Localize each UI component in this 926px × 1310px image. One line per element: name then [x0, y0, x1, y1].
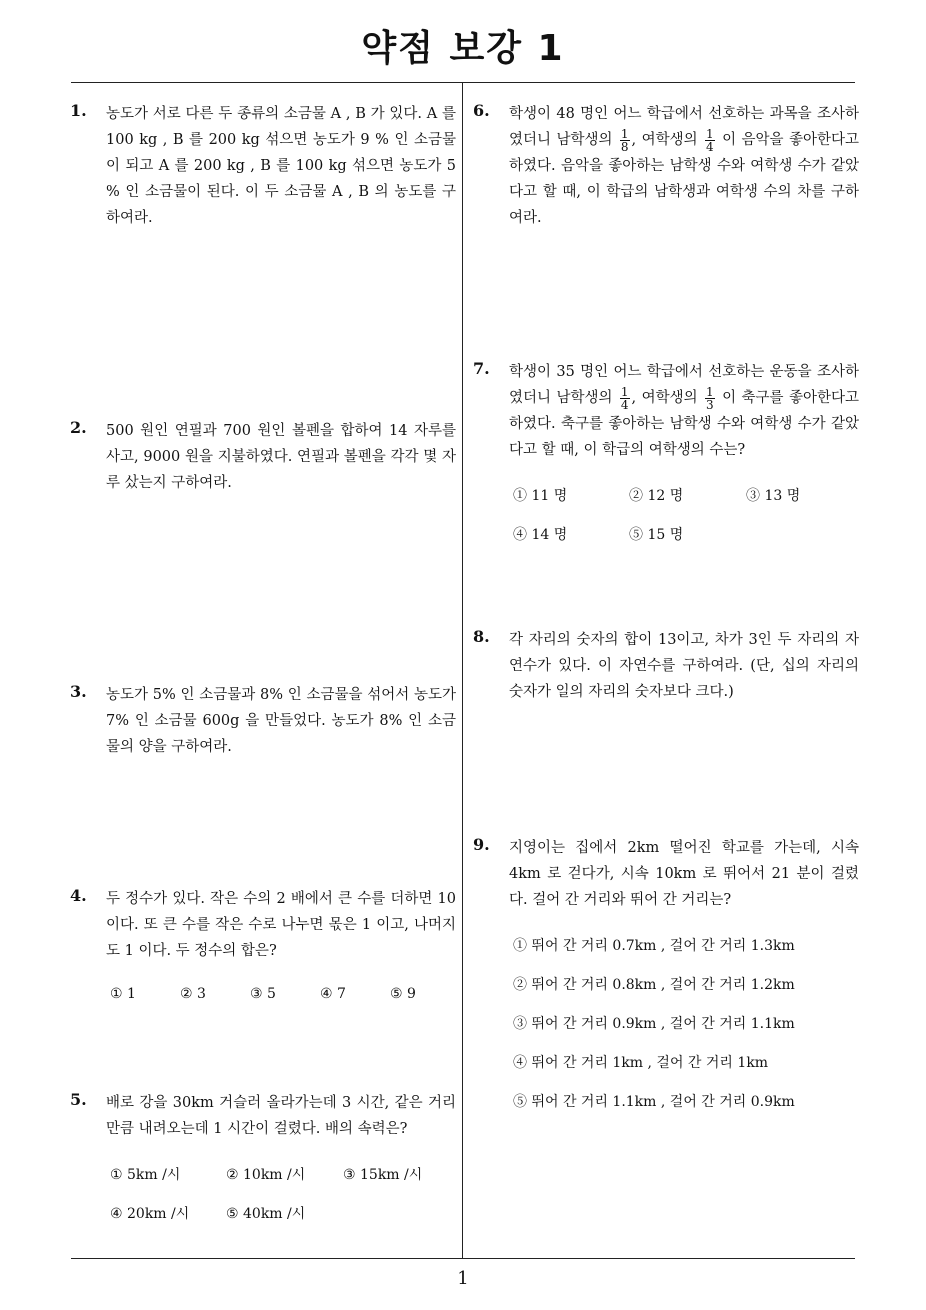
choice-2[interactable]: ② 3 — [180, 986, 206, 1002]
problem-number: 1. — [70, 101, 87, 120]
text-part: 이 음악을 좋아한다고 하였다. 음악을 좋아하는 남학생 수와 여학생 수가 같았다고 할 때, 이 학급의 남학생과 여학생 수의 차를 구하여라. — [509, 132, 859, 226]
problem-number: 3. — [70, 682, 87, 701]
problem-text: 농도가 5% 인 소금물과 8% 인 소금물을 섞어서 농도가 7% 인 소금물 600g 을 만들었다. 농도가 8% 인 소금물의 양을 구하여라. — [106, 687, 456, 755]
text-part: , 여학생의 — [631, 390, 698, 406]
fraction — [705, 128, 715, 153]
problem-text — [509, 359, 859, 463]
fraction — [620, 128, 630, 153]
choice-3[interactable]: ③ 5 — [250, 986, 276, 1002]
choice-1[interactable]: ① 뛰어 간 거리 0.7km , 걸어 간 거리 1.3km — [513, 938, 795, 954]
problem-text: 지영이는 집에서 2km 떨어진 학교를 가는데, 시속 4km 로 걷다가, 시속 10km 로 뛰어서 21 분이 걸렸다. 걸어 간 거리와 뛰어 간 거리는? — [509, 840, 859, 908]
choice-2[interactable]: ② 뛰어 간 거리 0.8km , 걸어 간 거리 1.2km — [513, 977, 795, 993]
choice-list — [106, 1203, 456, 1243]
page-number: 1 — [457, 1268, 469, 1289]
problem-4 — [70, 886, 456, 1026]
problem-1 — [70, 101, 456, 231]
denominator: 3 — [706, 397, 714, 412]
problem-number: 2. — [70, 418, 87, 437]
text-part: , 여학생의 — [631, 132, 698, 148]
choice-3[interactable]: ③ 13 명 — [746, 488, 801, 504]
problem-number: 9. — [473, 835, 490, 854]
choice-4[interactable]: ④ 뛰어 간 거리 1km , 걸어 간 거리 1km — [513, 1055, 769, 1071]
choice-5[interactable]: ⑤ 뛰어 간 거리 1.1km , 걸어 간 거리 0.9km — [513, 1094, 795, 1110]
problem-text: 배로 강을 30km 거슬러 올라가는데 3 시간, 같은 거리만큼 내려오는데 1 시간이 걸렸다. 배의 속력은? — [106, 1095, 456, 1137]
problem-number: 7. — [473, 359, 490, 378]
problem-number: 4. — [70, 886, 87, 905]
problem-6 — [473, 101, 859, 231]
page-title: 약점 보강 1 — [361, 28, 565, 69]
problem-number: 5. — [70, 1090, 87, 1109]
text-part: 이 축구를 좋아한다고 하였다. 축구를 좋아하는 남학생 수와 여학생 수가 같았다고 할 때, 이 학급의 여학생의 수는? — [509, 390, 859, 458]
problem-text: 500 원인 연필과 700 원인 볼펜을 합하여 14 자루를 사고, 9000 원을 지불하였다. 연필과 볼펜을 각각 몇 자루 샀는지 구하여라. — [106, 423, 456, 491]
choice-2[interactable]: ② 12 명 — [629, 488, 684, 504]
choice-list — [509, 485, 859, 525]
numerator: 1 — [620, 126, 629, 141]
denominator: 8 — [620, 139, 629, 154]
problem-text — [509, 101, 859, 231]
header-rule — [71, 82, 855, 83]
choice-5[interactable]: ⑤ 40km /시 — [226, 1206, 306, 1222]
problem-2 — [70, 418, 456, 496]
choice-1[interactable]: ① 11 명 — [513, 488, 568, 504]
choice-4[interactable]: ④ 20km /시 — [110, 1206, 190, 1222]
numerator: 1 — [706, 384, 714, 399]
choice-5[interactable]: ⑤ 15 명 — [629, 527, 684, 543]
footer-rule — [71, 1258, 855, 1259]
choice-4[interactable]: ④ 14 명 — [513, 527, 568, 543]
problem-text: 두 정수가 있다. 작은 수의 2 배에서 큰 수를 더하면 10 이다. 또 큰 수를 작은 수로 나누면 몫은 1 이고, 나머지도 1 이다. 두 정수의 합은? — [106, 891, 456, 959]
choice-2[interactable]: ② 10km /시 — [226, 1167, 306, 1183]
text-part: 학생이 48 명인 어느 학급에서 선호하는 과목을 조사하였더니 남학생의 — [509, 106, 859, 148]
text-part: 학생이 35 명인 어느 학급에서 선호하는 운동을 조사하였더니 남학생의 — [509, 364, 859, 406]
problem-number: 6. — [473, 101, 490, 120]
column-divider — [462, 83, 463, 1259]
problem-8 — [473, 627, 859, 705]
problem-text: 농도가 서로 다른 두 종류의 소금물 A , B 가 있다. A 를 100 kg , B 를 200 kg 섞으면 농도가 9 % 인 소금물이 되고 A 를 200 kg , B 를 100 kg 섞으면 농도가 5 % 인 소금물이 된다. 이 두 소금물 A , B 의 농도를 구하여라. — [106, 106, 456, 226]
problem-3 — [70, 682, 456, 760]
choice-list — [509, 524, 859, 564]
problem-9 — [473, 835, 859, 1130]
choice-3[interactable]: ③ 15km /시 — [343, 1167, 423, 1183]
choice-5[interactable]: ⑤ 9 — [390, 986, 416, 1002]
choice-list — [106, 986, 456, 1026]
problem-number: 8. — [473, 627, 490, 646]
denominator: 4 — [706, 139, 714, 154]
numerator: 1 — [620, 384, 629, 399]
fraction — [620, 386, 630, 411]
choice-1[interactable]: ① 5km /시 — [110, 1167, 181, 1183]
choice-3[interactable]: ③ 뛰어 간 거리 0.9km , 걸어 간 거리 1.1km — [513, 1016, 795, 1032]
problem-7 — [473, 359, 859, 564]
problem-5 — [70, 1090, 456, 1243]
choice-list — [509, 935, 859, 1130]
fraction — [705, 386, 715, 411]
problem-text: 각 자리의 숫자의 합이 13이고, 차가 3인 두 자리의 자연수가 있다. 이 자연수를 구하여라. (단, 십의 자리의 숫자가 일의 자리의 숫자보다 크다.) — [509, 632, 859, 700]
numerator: 1 — [706, 126, 714, 141]
choice-4[interactable]: ④ 7 — [320, 986, 346, 1002]
choice-list — [106, 1164, 456, 1204]
choice-1[interactable]: ① 1 — [110, 986, 136, 1002]
denominator: 4 — [620, 397, 629, 412]
